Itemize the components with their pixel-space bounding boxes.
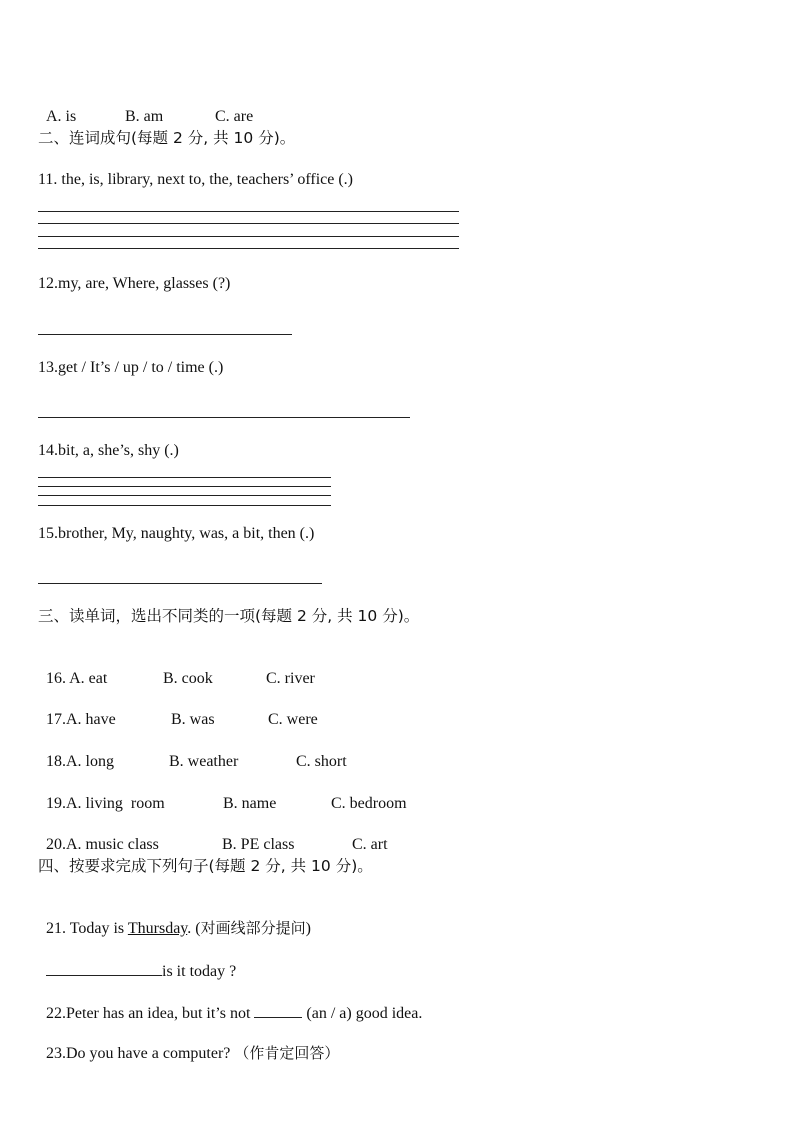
q22-prompt [38,982,422,1024]
q19-options [38,774,407,814]
q21-answer-text: is it today ? [162,963,237,980]
q22-prefix: 22.Peter has an idea, but it’s not [46,1005,255,1022]
q16-option-b: B. cook [163,670,213,687]
q17-option-b: B. was [171,711,215,728]
q14-answer-line-2[interactable] [38,486,331,487]
q10-option-b: B. am [125,108,164,125]
q16-option-c: C. river [266,670,315,687]
q21-prompt [38,898,311,939]
q18-option-c: C. short [296,753,347,770]
section4-heading: 四、按要求完成下列句子(每题 2 分, 共 10 分)。 [38,857,373,875]
q20-option-b: B. PE class [222,836,295,853]
q21-prefix: 21. Today is [46,920,128,937]
q12-prompt: 12.my, are, Where, glasses (?) [38,275,231,292]
q21-suffix: . ( [187,920,201,937]
q13-prompt: 13.get / It’s / up / to / time (.) [38,359,224,376]
q10-options [38,87,253,127]
q20-option-a: 20.A. music class [46,836,159,853]
q20-options [38,815,388,855]
q21-answer-blank[interactable] [46,960,162,976]
q18-option-b: B. weather [169,753,239,770]
q20-option-c: C. art [352,836,388,853]
section2-heading: 二、连词成句(每题 2 分, 共 10 分)。 [38,129,296,147]
q23-prefix: 23.Do you have a computer? [46,1045,235,1062]
q17-options [38,690,318,730]
q11-prompt: 11. the, is, library, next to, the, teachers’ office (.) [38,171,353,188]
q23-instruction: （作肯定回答） [234,1044,340,1062]
q22-suffix: (an / a) good idea. [302,1005,423,1022]
q15-prompt: 15.brother, My, naughty, was, a bit, then (.) [38,525,315,542]
q17-option-c: C. were [268,711,318,728]
q18-options [38,732,347,772]
q12-answer-line[interactable] [38,334,292,335]
q11-answer-line-4[interactable] [38,248,459,249]
q14-prompt: 14.bit, a, she’s, shy (.) [38,442,179,459]
q19-option-b: B. name [223,795,277,812]
q23-prompt [38,1023,339,1064]
q10-option-c: C. are [215,108,254,125]
q18-option-a: 18.A. long [46,753,114,770]
q11-answer-line-3[interactable] [38,236,459,237]
q11-answer-line-2[interactable] [38,223,459,224]
q22-answer-blank[interactable] [254,1002,302,1018]
q19-option-c: C. bedroom [331,795,407,812]
q11-answer-line-1[interactable] [38,211,459,212]
q21-answer-row [38,940,236,982]
section3-heading: 三、读单词，选出不同类的一项(每题 2 分, 共 10 分)。 [38,607,420,625]
q16-option-a: 16. A. eat [46,670,108,687]
q10-option-a: A. is [46,108,77,125]
q21-instruction: 对画线部分提问 [200,919,306,937]
q21-underlined-word: Thursday [127,920,188,937]
q14-answer-line-4[interactable] [38,505,331,506]
q15-answer-line[interactable] [38,583,322,584]
q21-close: ) [305,920,311,937]
q17-option-a: 17.A. have [46,711,116,728]
q16-options [38,649,315,689]
q14-answer-line-3[interactable] [38,495,331,496]
q14-answer-line-1[interactable] [38,477,331,478]
q13-answer-line[interactable] [38,417,410,418]
q19-option-a: 19.A. living room [46,795,165,812]
